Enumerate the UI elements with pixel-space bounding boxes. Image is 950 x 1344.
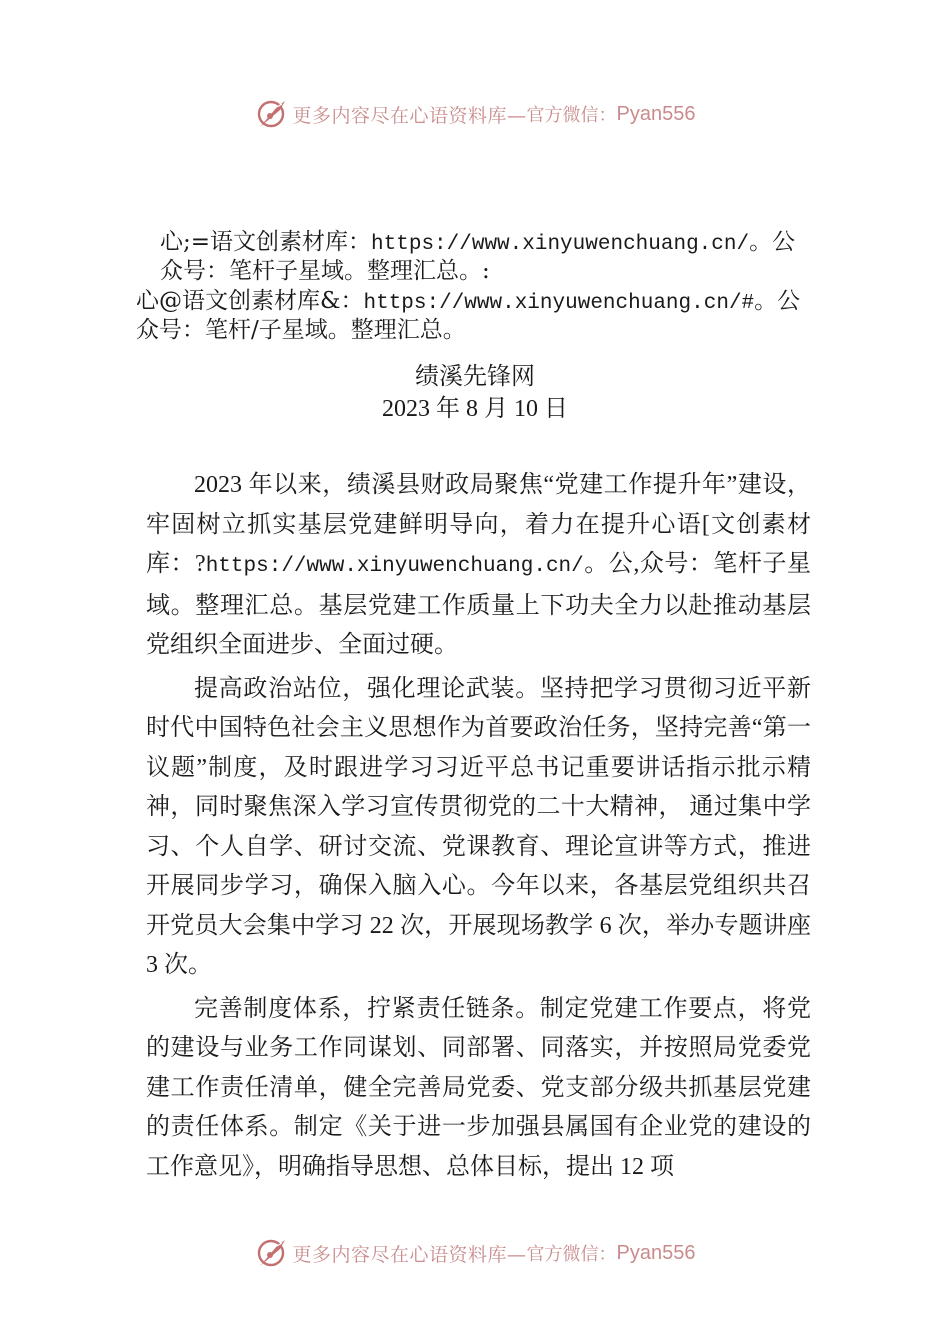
paragraph-3: 完善制度体系，拧紧责任链条。制定党建工作要点，将党的建设与业务工作同谋划、同部署、同落实，并按照局党委党建工作责任清单，健全完善局党委、党支部分级共抓基层党建的责任体系。制定《关于进一步加强县属国有企业党的建设的工作意见》，明确指导思想、总体目标，提出 12 项 <box>146 995 811 1180</box>
paragraph-1 <box>146 466 811 666</box>
intro-line-3 <box>136 287 800 318</box>
banner-main-text: 更多内容尽在心语资料库— <box>292 104 527 127</box>
paragraph-1-part-b: 。公,众号：笔杆子星域。整理汇总。基层党建工作质量上下功夫全力以赴推动基层党组织全面进步、全面过硬。 <box>146 551 811 658</box>
banner-wechat-label: 官方微信： <box>526 105 617 126</box>
intro-line-1-url: https://www.xinyuwenchuang.cn/ <box>371 233 750 256</box>
intro-line-3-prefix: 心@语文创素材库&： <box>136 288 364 314</box>
article-body <box>146 466 811 1187</box>
intro-line-1-suffix: 。公 <box>749 229 796 255</box>
quill-pen-icon <box>255 97 289 131</box>
banner-wechat-id: Pyan556 <box>616 1241 696 1264</box>
banner-main-text: 更多内容尽在心语资料库— <box>292 1243 527 1266</box>
intro-line-3-suffix: 。公 <box>754 288 801 314</box>
article-source: 绩溪先锋网 <box>415 364 535 390</box>
paragraph-1-url: https://www.xinyuwenchuang.cn/ <box>205 555 584 578</box>
intro-line-4: 众号：笔杆/子星域。整理汇总。 <box>136 317 466 343</box>
quill-pen-icon <box>255 1236 289 1270</box>
intro-line-1 <box>160 228 795 259</box>
intro-line-1-prefix: 心;=语文创素材库： <box>160 229 372 255</box>
footer-watermark-banner <box>0 1233 950 1273</box>
intro-line-3-url: https://www.xinyuwenchuang.cn/# <box>363 292 755 315</box>
header-watermark-banner <box>0 94 950 134</box>
paragraph-1-part-a: 2023 年以来，绩溪县财政局聚焦“党建工作提升年”建设，牢固树立抓实基层党建鲜明导向，着力在提升心语[文创素材库：? <box>146 472 811 577</box>
paragraph-2: 提高政治站位，强化理论武装。坚持把学习贯彻习近平新时代中国特色社会主义思想作为首要政治任务，坚持完善“第一议题”制度，及时跟进学习习近平总书记重要讲话指示批示精神，同时聚焦深入学习宣传贯彻党的二十大精神， 通过集中学习、个人自学、研讨交流、党课教育、理论宣讲等方式，推进开展同步学习，确保入脑入心。今年以来，各基层党组织共召开党员大会集中学习 22 次，开展现场教学 6 次，举办专题讲座 3 次。 <box>146 675 811 978</box>
banner-wechat-id: Pyan556 <box>616 102 696 125</box>
banner-wechat-label: 官方微信： <box>526 1244 617 1265</box>
article-date: 2023 年 8 月 10 日 <box>382 396 568 422</box>
intro-line-2: 众号：笔杆子星域。整理汇总。: <box>160 258 490 284</box>
